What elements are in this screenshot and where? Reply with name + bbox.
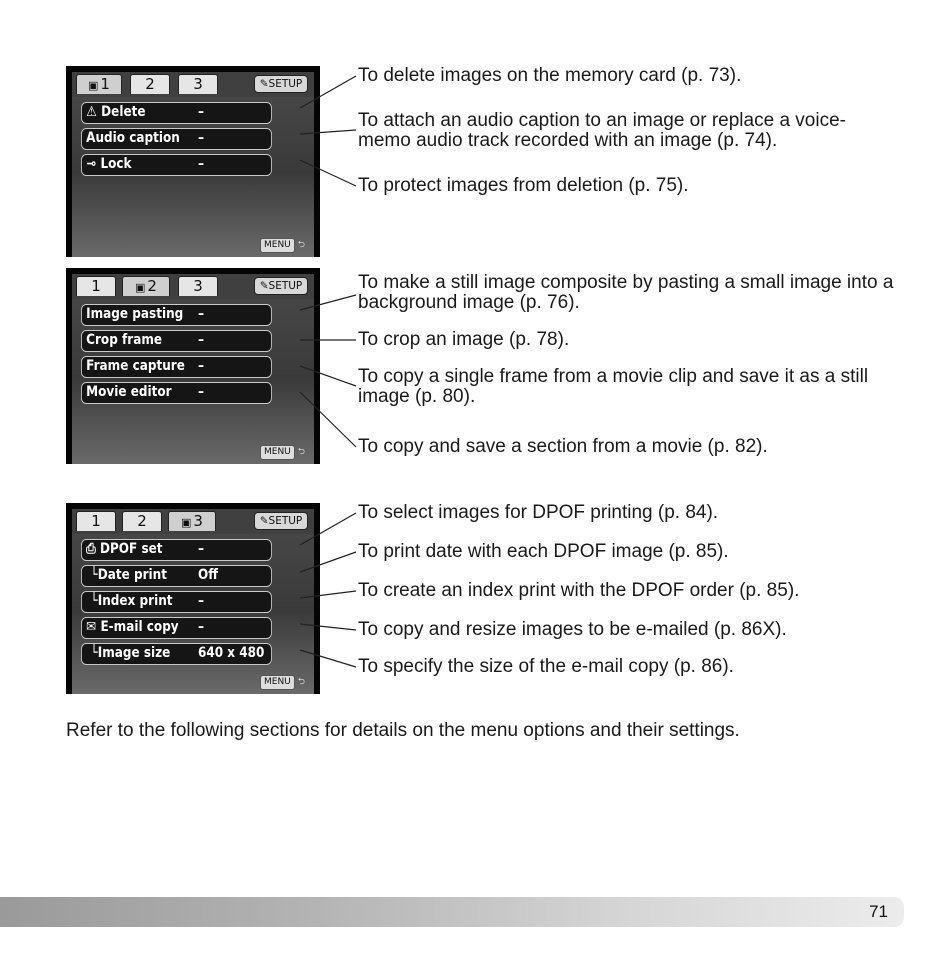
setup-tab[interactable]: ✎SETUP [254, 277, 308, 295]
envelope-icon: ✉ [86, 619, 101, 635]
description-index-print: To create an index print with the DPOF order (p. 85). [358, 580, 800, 601]
wrench-icon: ✎ [259, 515, 269, 527]
tab-1[interactable]: 1 [76, 511, 116, 531]
description-crop-frame: To crop an image (p. 78). [358, 329, 570, 350]
tab-1[interactable]: 1 [76, 276, 116, 296]
sub-item-icon: └ [90, 645, 98, 661]
return-icon: ⮌ [297, 677, 305, 687]
description-audio-caption: To attach an audio caption to an image or replace a voice-memo audio track recorded with an image (p. 74). [358, 110, 846, 151]
tab-1[interactable]: ▣ 1 [76, 74, 122, 94]
sub-item-icon: └ [90, 567, 98, 583]
setup-tab[interactable]: ✎SETUP [254, 75, 308, 93]
footnote-text: Refer to the following sections for details on the menu options and their settings. [66, 720, 740, 741]
description-image-size: To specify the size of the e-mail copy (p. 86). [358, 656, 734, 677]
return-icon: ⮌ [297, 240, 305, 250]
menu-row-dpof-set[interactable]: ⎙ DPOF set – [81, 539, 272, 561]
menu-row-movie-editor[interactable]: Movie editor – [81, 382, 272, 404]
page-footer-bar [0, 897, 904, 927]
description-movie-editor: To copy and save a section from a movie (p. 82). [358, 436, 768, 457]
menu-row-lock[interactable]: ⊸ Lock – [81, 154, 272, 176]
menu-row-audio-caption[interactable]: Audio caption – [81, 128, 272, 150]
wrench-icon: ✎ [259, 78, 269, 90]
tab-3[interactable]: 3 [178, 74, 218, 94]
description-dpof-set: To select images for DPOF printing (p. 84). [358, 502, 719, 523]
menu-row-delete[interactable]: ⚠ Delete – [81, 102, 272, 124]
menu-button[interactable]: MENU ⮌ [260, 445, 308, 459]
tab-3[interactable]: ▣ 3 [168, 511, 216, 531]
tab-2[interactable]: 2 [122, 511, 162, 531]
page-number: 71 [869, 902, 888, 921]
description-frame-capture: To copy a single frame from a movie clip and save it as a still image (p. 80). [358, 366, 869, 407]
menu-row-crop-frame[interactable]: Crop frame – [81, 330, 272, 352]
description-email-copy: To copy and resize images to be e-mailed (p. 86X). [358, 619, 787, 640]
menu-row-image-pasting[interactable]: Image pasting – [81, 304, 272, 326]
description-lock: To protect images from deletion (p. 75). [358, 175, 689, 196]
playback-icon: ▣ [135, 281, 146, 294]
tab-2[interactable]: ▣ 2 [122, 276, 170, 296]
menu-row-date-print[interactable]: └Date print Off [81, 565, 272, 587]
menu-row-frame-capture[interactable]: Frame capture – [81, 356, 272, 378]
menu-button[interactable]: MENU ⮌ [260, 675, 308, 689]
description-image-pasting: To make a still image composite by pasting a small image into a background image (p. 76). [358, 272, 894, 313]
return-icon: ⮌ [297, 447, 305, 457]
description-date-print: To print date with each DPOF image (p. 85). [358, 541, 729, 562]
tab-2[interactable]: 2 [130, 74, 170, 94]
tab-3[interactable]: 3 [178, 276, 218, 296]
wrench-icon: ✎ [259, 280, 269, 292]
warning-icon: ⚠ [86, 104, 102, 120]
menu-row-email-copy[interactable]: ✉ E-mail copy – [81, 617, 272, 639]
menu-row-image-size[interactable]: └Image size 640 x 480 [81, 643, 272, 665]
menu-button[interactable]: MENU ⮌ [260, 238, 308, 252]
sub-item-icon: └ [90, 593, 98, 609]
playback-icon: ▣ [88, 79, 99, 92]
description-delete: To delete images on the memory card (p. 73). [358, 65, 742, 86]
menu-row-index-print[interactable]: └Index print – [81, 591, 272, 613]
playback-icon: ▣ [181, 516, 192, 529]
key-icon: ⊸ [86, 156, 101, 172]
printer-icon: ⎙ [86, 541, 100, 557]
setup-tab[interactable]: ✎SETUP [254, 512, 308, 530]
